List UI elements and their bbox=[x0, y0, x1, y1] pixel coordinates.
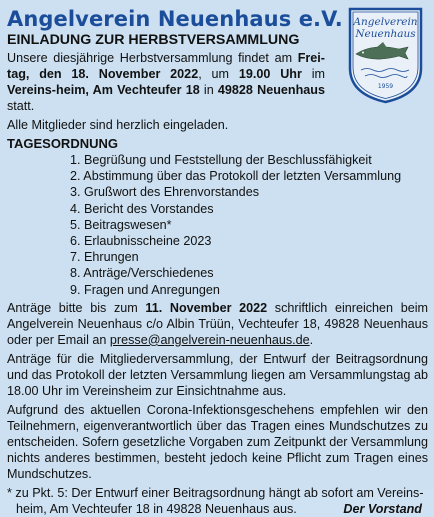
antraege-text: schriftlich einreichen beim Angelverein Neuenhaus c/o Albin Trüün, Vechteufer 18, 49828 Neuenhaus oder per Email an bbox=[7, 300, 429, 347]
agenda-item: 3. Grußwort des Ehrenvorstandes bbox=[70, 185, 259, 200]
antraege-text: . bbox=[309, 332, 314, 347]
documents-paragraph: Anträge für die Mitgliederversammlung, der Entwurf der Beitragsordnung und das Protokoll der letzten Versammlung liegen am Versammlungstag ab 18.00 Uhr im Vereinsheim zur Einsichtnahme aus. bbox=[7, 351, 428, 398]
agenda-title: TAGESORDNUNG bbox=[7, 136, 118, 151]
intro-text: in bbox=[199, 83, 218, 97]
footnote-line-2: heim, Am Vechteufer 18 in 49828 Neuenhaus aus. bbox=[16, 501, 297, 516]
logo-line1: Angelverein bbox=[353, 16, 418, 28]
agenda-item: 2. Abstimmung über das Protokoll der letzten Versammlung bbox=[70, 169, 402, 184]
intro-text: , um bbox=[198, 67, 239, 81]
agenda-item: 6. Erlaubnisscheine 2023 bbox=[70, 234, 212, 249]
footnote-line-1: * zu Pkt. 5: Der Entwurf einer Beitragsordnung hängt ab sofort am Vereins- bbox=[7, 485, 424, 500]
intro-time: 19.00 Uhr bbox=[238, 67, 302, 81]
signature: Der Vorstand bbox=[343, 501, 422, 516]
intro-location: Vereins-heim, Am Vechteufer 18 bbox=[7, 83, 200, 97]
agenda-item: 5. Beitragswesen* bbox=[70, 217, 172, 232]
intro-paragraph bbox=[7, 50, 325, 114]
logo-year: 1959 bbox=[377, 83, 394, 90]
logo-line2: Neuenhaus bbox=[355, 28, 416, 40]
agenda-item: 1. Begrüßung und Feststellung der Beschlussfähigkeit bbox=[70, 153, 372, 167]
page-subtitle: EINLADUNG ZUR HERBSTVERSAMMLUNG bbox=[7, 32, 300, 48]
corona-paragraph: Aufgrund des aktuellen Corona-Infektionsgeschehens empfehlen wir den Teilnehmern, eigenverantwortlich über das Tragen eines Mundschutzes zu entscheiden. Sofern gesetzliche Vorgaben zum Zeitpunkt der Versammlung nichts anderes bestimmen, besteht jedoch keine Pflicht zum Tragen eines Mundschutzes. bbox=[7, 402, 428, 481]
agenda-item: 4. Bericht des Vorstandes bbox=[70, 201, 214, 216]
club-logo bbox=[347, 6, 424, 104]
email-link[interactable]: presse@angelverein-neuenhaus.de bbox=[109, 332, 310, 347]
antraege-deadline: 11. November 2022 bbox=[145, 300, 268, 315]
intro-text: Unsere diesjährige Herbstversammlung findet am bbox=[7, 51, 298, 65]
antraege-paragraph bbox=[7, 300, 428, 348]
intro-date: Frei-tag, den 18. November 2022 bbox=[7, 51, 325, 81]
welcome-line: Alle Mitglieder sind herzlich eingeladen. bbox=[7, 118, 229, 132]
intro-text: im bbox=[301, 67, 326, 81]
page-title: Angelverein Neuenhaus e.V. bbox=[7, 7, 343, 31]
agenda-item: 8. Anträge/Verschiedenes bbox=[70, 266, 214, 281]
agenda-item: 7. Ehrungen bbox=[70, 250, 139, 265]
footnote bbox=[7, 485, 428, 517]
agenda-item: 9. Fragen und Anregungen bbox=[70, 282, 220, 297]
footnote-line-2-wrap bbox=[7, 501, 428, 517]
agenda-list bbox=[70, 152, 428, 298]
antraege-text: Anträge bitte bis zum bbox=[7, 300, 146, 315]
intro-town: 49828 Neuenhaus bbox=[217, 83, 325, 97]
intro-text: statt. bbox=[7, 99, 35, 113]
